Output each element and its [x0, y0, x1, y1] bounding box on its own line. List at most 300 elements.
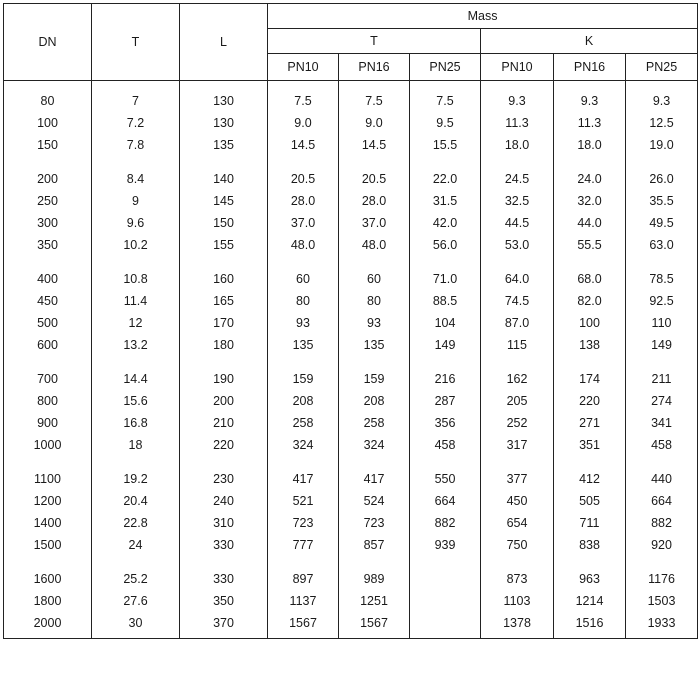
table-cell: 1214: [554, 590, 626, 612]
spacer-row: [4, 256, 698, 268]
header-t: T: [92, 4, 180, 81]
table-cell: 412: [554, 468, 626, 490]
table-cell: 11.4: [92, 290, 180, 312]
table-cell: 130: [180, 90, 268, 112]
spacer-cell: [92, 456, 180, 468]
table-cell: 1516: [554, 612, 626, 634]
table-cell: 9: [92, 190, 180, 212]
table-cell: 13.2: [92, 334, 180, 356]
table-cell: 664: [410, 490, 481, 512]
spacer-cell: [554, 356, 626, 368]
table-cell: 15.5: [410, 134, 481, 156]
spacer-cell: [339, 456, 410, 468]
table-row: [4, 568, 698, 590]
header-dn: DN: [4, 4, 92, 81]
table-cell: 44.0: [554, 212, 626, 234]
table-cell: 200: [4, 168, 92, 190]
table-cell: 64.0: [481, 268, 554, 290]
header-pressure-5: PN25: [626, 54, 698, 81]
table-cell: 356: [410, 412, 481, 434]
table-cell: 56.0: [410, 234, 481, 256]
table-cell: 18: [92, 434, 180, 456]
header-pressure-0: PN10: [268, 54, 339, 81]
table-cell: 963: [554, 568, 626, 590]
spacer-cell: [554, 556, 626, 568]
table-cell: 150: [180, 212, 268, 234]
spacer-cell: [268, 556, 339, 568]
table-row: [4, 390, 698, 412]
table-cell: 1503: [626, 590, 698, 612]
spacer-cell: [626, 81, 698, 91]
table-cell: 140: [180, 168, 268, 190]
table-cell: 258: [268, 412, 339, 434]
table-cell: 370: [180, 612, 268, 634]
table-row: [4, 434, 698, 456]
table-cell: 149: [410, 334, 481, 356]
table-cell: 989: [339, 568, 410, 590]
table-cell: 115: [481, 334, 554, 356]
table-cell: 42.0: [410, 212, 481, 234]
table-cell: 88.5: [410, 290, 481, 312]
table-cell: 138: [554, 334, 626, 356]
spacer-cell: [410, 356, 481, 368]
table-cell: 9.3: [554, 90, 626, 112]
table-row: [4, 490, 698, 512]
table-cell: 723: [339, 512, 410, 534]
table-cell: 1251: [339, 590, 410, 612]
table-cell: 93: [339, 312, 410, 334]
header-pressure-4: PN16: [554, 54, 626, 81]
table-cell: 26.0: [626, 168, 698, 190]
spacer-cell: [268, 456, 339, 468]
table-cell: 25.2: [92, 568, 180, 590]
table-cell: 9.6: [92, 212, 180, 234]
table-body: [4, 81, 698, 639]
table-cell: 274: [626, 390, 698, 412]
table-row: [4, 268, 698, 290]
table-cell: 12.5: [626, 112, 698, 134]
spacer-cell: [4, 456, 92, 468]
table-row: [4, 534, 698, 556]
table-row: [4, 334, 698, 356]
table-cell: 252: [481, 412, 554, 434]
header-mass: Mass: [268, 4, 698, 29]
spacer-cell: [339, 556, 410, 568]
table-cell: 28.0: [268, 190, 339, 212]
table-cell: 48.0: [339, 234, 410, 256]
spacer-cell: [554, 81, 626, 91]
table-cell: 28.0: [339, 190, 410, 212]
spacer-cell: [626, 356, 698, 368]
table-row: [4, 234, 698, 256]
table-cell: 1567: [339, 612, 410, 634]
table-cell: 78.5: [626, 268, 698, 290]
table-cell: 324: [339, 434, 410, 456]
spacer-cell: [180, 156, 268, 168]
table-cell: 92.5: [626, 290, 698, 312]
table-cell: 873: [481, 568, 554, 590]
table-cell: 7.2: [92, 112, 180, 134]
table-cell: 220: [554, 390, 626, 412]
table-cell: 900: [4, 412, 92, 434]
spacer-row: [4, 81, 698, 91]
table-row: [4, 468, 698, 490]
table-cell: 7.8: [92, 134, 180, 156]
table-cell: 240: [180, 490, 268, 512]
table-cell: 350: [180, 590, 268, 612]
table-cell: 1200: [4, 490, 92, 512]
spacer-cell: [268, 256, 339, 268]
spacer-cell: [481, 256, 554, 268]
spacer-cell: [410, 634, 481, 639]
table-cell: 14.4: [92, 368, 180, 390]
table-row: [4, 190, 698, 212]
table-cell: 170: [180, 312, 268, 334]
spacer-cell: [4, 556, 92, 568]
table-cell: 110: [626, 312, 698, 334]
table-cell: 10.8: [92, 268, 180, 290]
table-row: [4, 212, 698, 234]
table-cell: 1400: [4, 512, 92, 534]
header-group-t: T: [268, 29, 481, 54]
table-cell: 654: [481, 512, 554, 534]
table-cell: 300: [4, 212, 92, 234]
table-cell: 159: [268, 368, 339, 390]
table-cell: 130: [180, 112, 268, 134]
table-cell: 149: [626, 334, 698, 356]
table-cell: 165: [180, 290, 268, 312]
table-cell: 19.0: [626, 134, 698, 156]
table-cell: 700: [4, 368, 92, 390]
table-cell: 377: [481, 468, 554, 490]
spacer-cell: [339, 356, 410, 368]
table-cell: 32.0: [554, 190, 626, 212]
spacer-cell: [626, 156, 698, 168]
table-cell: 20.5: [268, 168, 339, 190]
table-cell: 49.5: [626, 212, 698, 234]
table-cell: 230: [180, 468, 268, 490]
spacer-cell: [554, 456, 626, 468]
spacer-cell: [339, 256, 410, 268]
dimension-mass-table: [3, 3, 698, 639]
spacer-cell: [554, 256, 626, 268]
table-row: [4, 168, 698, 190]
table-cell: 16.8: [92, 412, 180, 434]
table-cell: 550: [410, 468, 481, 490]
table-cell: 7.5: [410, 90, 481, 112]
table-cell: 135: [268, 334, 339, 356]
table-cell: 450: [4, 290, 92, 312]
table-cell: 897: [268, 568, 339, 590]
spacer-cell: [180, 634, 268, 639]
table-row: [4, 112, 698, 134]
table-cell: 417: [339, 468, 410, 490]
table-cell: 524: [339, 490, 410, 512]
table-cell: 450: [481, 490, 554, 512]
spacer-cell: [339, 81, 410, 91]
table-cell: 258: [339, 412, 410, 434]
table-cell: 87.0: [481, 312, 554, 334]
spacer-cell: [410, 556, 481, 568]
spacer-cell: [4, 81, 92, 91]
spacer-cell: [481, 634, 554, 639]
spacer-cell: [92, 356, 180, 368]
spacer-row: [4, 156, 698, 168]
table-cell: 155: [180, 234, 268, 256]
table-cell: 74.5: [481, 290, 554, 312]
table-cell: 11.3: [481, 112, 554, 134]
table-cell: 63.0: [626, 234, 698, 256]
table-cell: 500: [4, 312, 92, 334]
table-cell: 882: [410, 512, 481, 534]
table-cell: 93: [268, 312, 339, 334]
table-cell: 9.3: [481, 90, 554, 112]
spacer-cell: [268, 356, 339, 368]
table-cell: 440: [626, 468, 698, 490]
table-cell: 12: [92, 312, 180, 334]
table-cell: 208: [268, 390, 339, 412]
table-cell: 351: [554, 434, 626, 456]
table-cell: 458: [626, 434, 698, 456]
table-cell: 82.0: [554, 290, 626, 312]
table-cell: 135: [339, 334, 410, 356]
table-cell: 22.8: [92, 512, 180, 534]
spacer-cell: [410, 81, 481, 91]
spacer-row: [4, 556, 698, 568]
table-cell: 324: [268, 434, 339, 456]
spacer-cell: [410, 256, 481, 268]
table-cell: 1103: [481, 590, 554, 612]
table-cell: 18.0: [481, 134, 554, 156]
table-row: [4, 134, 698, 156]
spacer-cell: [626, 256, 698, 268]
table-cell: 18.0: [554, 134, 626, 156]
table-cell: 857: [339, 534, 410, 556]
table-cell: 100: [554, 312, 626, 334]
table-cell: [410, 590, 481, 612]
table-cell: 341: [626, 412, 698, 434]
spacer-cell: [481, 456, 554, 468]
table-cell: 10.2: [92, 234, 180, 256]
table-cell: 160: [180, 268, 268, 290]
header-pressure-3: PN10: [481, 54, 554, 81]
table-cell: 1176: [626, 568, 698, 590]
spacer-cell: [339, 634, 410, 639]
table-cell: 1933: [626, 612, 698, 634]
spacer-cell: [626, 556, 698, 568]
table-cell: 750: [481, 534, 554, 556]
table-cell: 135: [180, 134, 268, 156]
table-cell: 664: [626, 490, 698, 512]
spacer-cell: [4, 634, 92, 639]
spacer-cell: [481, 356, 554, 368]
table-row: [4, 312, 698, 334]
table-cell: 600: [4, 334, 92, 356]
spacer-cell: [92, 81, 180, 91]
spacer-cell: [4, 356, 92, 368]
table-cell: 211: [626, 368, 698, 390]
table-cell: 53.0: [481, 234, 554, 256]
table-cell: 37.0: [339, 212, 410, 234]
table-cell: 205: [481, 390, 554, 412]
table-cell: [410, 568, 481, 590]
table-cell: 8.4: [92, 168, 180, 190]
table-cell: 210: [180, 412, 268, 434]
table-cell: 330: [180, 568, 268, 590]
header-l: L: [180, 4, 268, 81]
table-cell: 20.4: [92, 490, 180, 512]
spacer-row: [4, 456, 698, 468]
header-pressure-2: PN25: [410, 54, 481, 81]
table-cell: 162: [481, 368, 554, 390]
table-row: [4, 612, 698, 634]
table-cell: 44.5: [481, 212, 554, 234]
table-cell: 939: [410, 534, 481, 556]
spacer-cell: [4, 256, 92, 268]
table-row: [4, 290, 698, 312]
table-cell: 159: [339, 368, 410, 390]
table-header: [4, 4, 698, 81]
header-pressure-1: PN16: [339, 54, 410, 81]
table-cell: 9.0: [339, 112, 410, 134]
spacer-cell: [268, 156, 339, 168]
table-cell: 400: [4, 268, 92, 290]
table-cell: 216: [410, 368, 481, 390]
table-cell: 48.0: [268, 234, 339, 256]
table-cell: 271: [554, 412, 626, 434]
table-cell: 7: [92, 90, 180, 112]
table-cell: 30: [92, 612, 180, 634]
table-cell: 190: [180, 368, 268, 390]
spacer-cell: [481, 156, 554, 168]
table-cell: 800: [4, 390, 92, 412]
table-cell: 71.0: [410, 268, 481, 290]
table-row: [4, 412, 698, 434]
spacer-cell: [180, 356, 268, 368]
table-cell: 711: [554, 512, 626, 534]
table-cell: 37.0: [268, 212, 339, 234]
spacer-cell: [92, 156, 180, 168]
spacer-cell: [626, 456, 698, 468]
table-cell: 60: [339, 268, 410, 290]
spacer-cell: [554, 156, 626, 168]
spacer-cell: [180, 81, 268, 91]
spacer-cell: [180, 456, 268, 468]
spacer-cell: [268, 81, 339, 91]
table-cell: 287: [410, 390, 481, 412]
table-row: [4, 590, 698, 612]
table-cell: 27.6: [92, 590, 180, 612]
table-cell: 80: [4, 90, 92, 112]
table-row: [4, 90, 698, 112]
table-cell: 19.2: [92, 468, 180, 490]
spacer-cell: [410, 456, 481, 468]
table-cell: 838: [554, 534, 626, 556]
table-cell: 80: [339, 290, 410, 312]
table-cell: 14.5: [339, 134, 410, 156]
spacer-cell: [481, 556, 554, 568]
table-cell: 417: [268, 468, 339, 490]
table-cell: 22.0: [410, 168, 481, 190]
table-cell: 145: [180, 190, 268, 212]
table-cell: 317: [481, 434, 554, 456]
table-cell: 777: [268, 534, 339, 556]
spacer-cell: [268, 634, 339, 639]
spacer-cell: [339, 156, 410, 168]
spacer-cell: [4, 156, 92, 168]
spacer-cell: [626, 634, 698, 639]
table-cell: 150: [4, 134, 92, 156]
table-cell: 104: [410, 312, 481, 334]
table-cell: 920: [626, 534, 698, 556]
spacer-cell: [481, 81, 554, 91]
table-cell: 200: [180, 390, 268, 412]
table-cell: 35.5: [626, 190, 698, 212]
table-cell: 24.5: [481, 168, 554, 190]
table-cell: 174: [554, 368, 626, 390]
spacer-row: [4, 634, 698, 639]
table-cell: 9.5: [410, 112, 481, 134]
table-row: [4, 512, 698, 534]
table-cell: 11.3: [554, 112, 626, 134]
table-cell: 723: [268, 512, 339, 534]
spacer-cell: [180, 256, 268, 268]
table-cell: 1800: [4, 590, 92, 612]
table-cell: 505: [554, 490, 626, 512]
spacer-cell: [180, 556, 268, 568]
header-group-k: K: [481, 29, 698, 54]
spacer-cell: [92, 256, 180, 268]
table-cell: 180: [180, 334, 268, 356]
table-cell: 350: [4, 234, 92, 256]
spacer-cell: [92, 556, 180, 568]
table-cell: 458: [410, 434, 481, 456]
table-cell: 1500: [4, 534, 92, 556]
table-cell: 31.5: [410, 190, 481, 212]
table-cell: [410, 612, 481, 634]
table-cell: 68.0: [554, 268, 626, 290]
table-cell: 1600: [4, 568, 92, 590]
spacer-cell: [410, 156, 481, 168]
table-cell: 1000: [4, 434, 92, 456]
table-cell: 80: [268, 290, 339, 312]
table-cell: 32.5: [481, 190, 554, 212]
table-cell: 24.0: [554, 168, 626, 190]
table-cell: 100: [4, 112, 92, 134]
table-cell: 250: [4, 190, 92, 212]
table-cell: 24: [92, 534, 180, 556]
spacer-row: [4, 356, 698, 368]
table-cell: 882: [626, 512, 698, 534]
table-cell: 220: [180, 434, 268, 456]
table-cell: 1100: [4, 468, 92, 490]
table-cell: 330: [180, 534, 268, 556]
table-cell: 7.5: [339, 90, 410, 112]
table-cell: 521: [268, 490, 339, 512]
table-cell: 1567: [268, 612, 339, 634]
table-cell: 1378: [481, 612, 554, 634]
spacer-cell: [92, 634, 180, 639]
table-cell: 9.3: [626, 90, 698, 112]
table-cell: 14.5: [268, 134, 339, 156]
table-cell: 9.0: [268, 112, 339, 134]
table-row: [4, 368, 698, 390]
table-cell: 2000: [4, 612, 92, 634]
spacer-cell: [554, 634, 626, 639]
table-cell: 208: [339, 390, 410, 412]
table-cell: 15.6: [92, 390, 180, 412]
table-cell: 1137: [268, 590, 339, 612]
